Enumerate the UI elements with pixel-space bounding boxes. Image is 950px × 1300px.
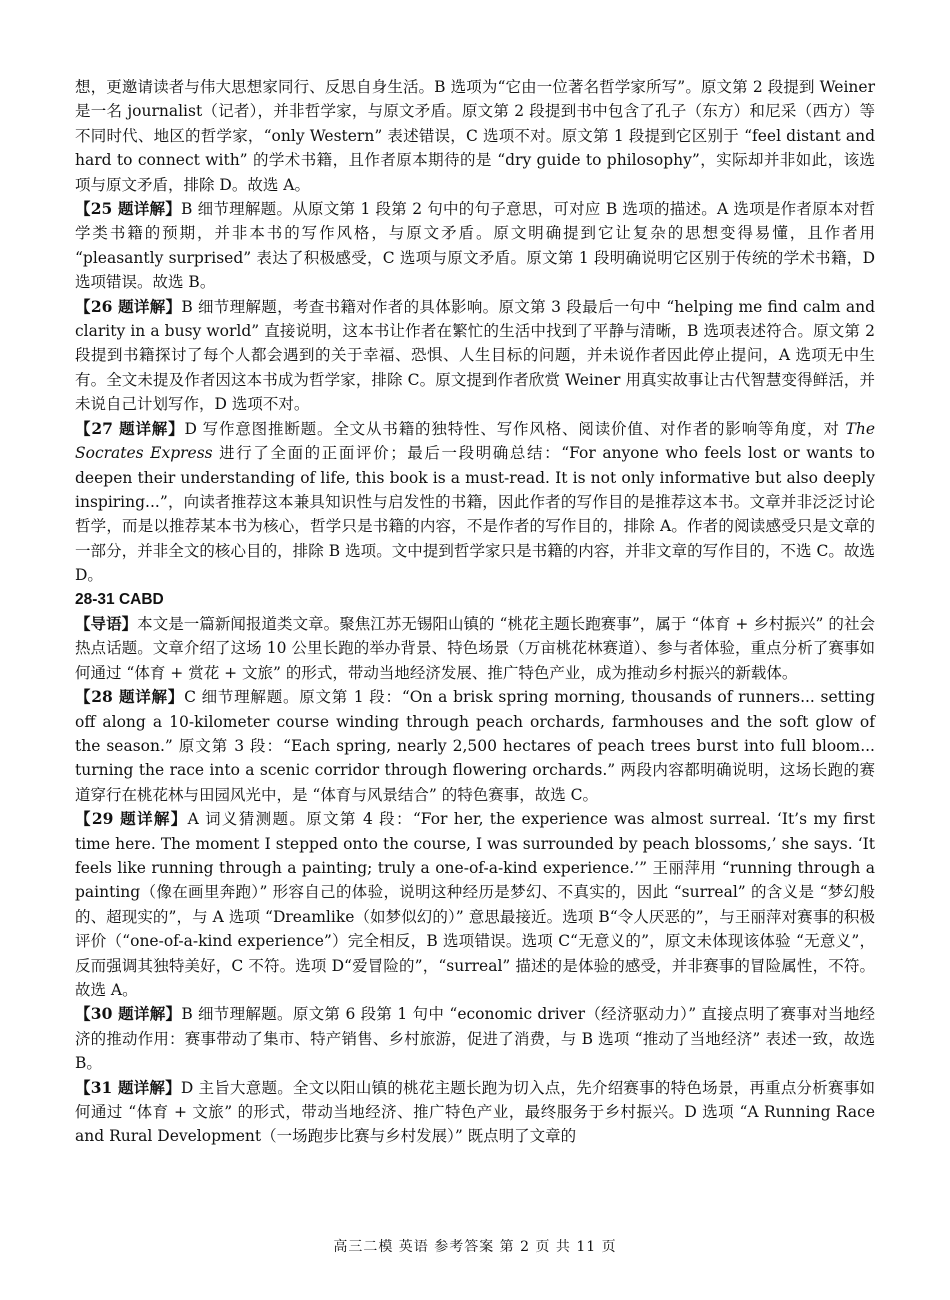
question-tag: 【27 题详解】: [75, 418, 185, 438]
paragraph-24-continued: [75, 75, 875, 197]
paragraph-text: 想，更邀请读者与伟大思想家同行、反思自身生活。B 选项为“它由一位著名哲学家所写”。原文第 2 段提到 Weiner 是一名 journalist（记者），并非哲学家，与原文矛盾。原文第 2 段提到书中包含了孔子（东方）和尼采（西方）等不同时代、地区的哲学家，“only Western” 表述错误，C 选项不对。原文第 1 段提到它区别于 “feel distant and hard to connect with” 的学术书籍，且作者原本期待的是 “dry guide to philosophy”，实际却并非如此，该选项与原文矛盾，排除 D。故选 A。: [75, 78, 875, 194]
paragraph-text: A 词义猜测题。原文第 4 段：“For her, the experience was almost surreal. ‘It’s my first time here. The moment I stepped onto the course, I was surrounded by peach blossoms,’ she says. ‘It feels like running through a painting; truly a one-of-a-kind experience.’” 王丽萍用 “running through a painting（像在画里奔跑）” 形容自己的体验，说明这种经历是梦幻、不真实的，因此 “surreal” 的含义是 “梦幻般的、超现实的”，与 A 选项 “Dreamlike（如梦似幻的）” 意思最接近。选项 B“令人厌恶的”，与王丽萍对赛事的积极评价（“one-of-a-kind experience”）完全相反，B 选项错误。选项 C“无意义的”，原文未体现该体验 “无意义”，反而强调其独特美好，C 不符。选项 D“爱冒险的”，“surreal” 描述的是体验的感受，并非赛事的冒险属性，不符。故选 A。: [75, 810, 875, 1000]
paragraph-text: C 细节理解题。原文第 1 段：“On a brisk spring morning, thousands of runners... setting off along a 10-kilometer course winding through peach orchards, farmhouses and the soft glow of the season.” 原文第 3 段：“Each spring, nearly 2,500 hectares of peach trees burst into full bloom... turning the race into a scenic corridor through flowering orchards.” 两段内容都明确说明，这场长跑的赛道穿行在桃花林与田园风光中，是 “体育与风景结合” 的特色赛事，故选 C。: [75, 688, 875, 804]
paragraph-q29: [75, 807, 875, 1002]
paragraph-text: D 主旨大意题。全文以阳山镇的桃花主题长跑为切入点，先介绍赛事的特色场景，再重点分析赛事如何通过 “体育 + 文旅” 的形式，带动当地经济、推广特色产业，最终服务于乡村振兴。D 选项 “A Running Race and Rural Development（一场跑步比赛与乡村发展）” 既点明了文章的: [75, 1078, 876, 1146]
question-tag: 【29 题详解】: [75, 809, 188, 829]
question-tag: 【30 题详解】: [75, 1004, 182, 1024]
paragraph-text: B 细节理解题。从原文第 1 段第 2 句中的句子意思，可对应 B 选项的描述。A 选项是作者原本对哲学类书籍的预期，并非本书的写作风格，与原文矛盾。原文明确提到它让复杂的思想变得易懂，且作者用 “pleasantly surprised” 表达了积极感受，C 选项与原文矛盾。原文第 1 段明确说明它区别于传统的学术书籍，D 选项错误。故选 B。: [75, 200, 875, 292]
paragraph-q25: [75, 197, 875, 295]
question-tag: 【31 题详解】: [75, 1077, 181, 1097]
paragraph-text: 本文是一篇新闻报道类文章。聚焦江苏无锡阳山镇的 “桃花主题长跑赛事”，属于 “体育 + 乡村振兴” 的社会热点话题。文章介绍了这场 10 公里长跑的举办背景、特色场景（万亩桃花林赛道）、参与者体验，重点分析了赛事如何通过 “体育 + 赏花 + 文旅” 的形式，带动当地经济发展、推广特色产业，成为推动乡村振兴的新载体。: [75, 614, 875, 682]
question-tag: 【25 题详解】: [75, 199, 182, 219]
question-tag: 【26 题详解】: [75, 296, 182, 316]
paragraph-intro: [75, 612, 875, 685]
book-title: The Socrates Express: [75, 419, 875, 463]
paragraph-text: D 写作意图推断题。全文从书籍的独特性、写作风格、阅读价值、对作者的影响等角度，对: [184, 419, 846, 438]
paragraph-text: B 细节理解题，考查书籍对作者的具体影响。原文第 3 段最后一句中 “helping me find calm and clarity in a busy world” 直接说明，这本书让作者在繁忙的生活中找到了平静与清晰，B 选项表述符合。原文第 2 段提到书籍探讨了每个人都会遇到的关于幸福、恐惧、人生目标的问题，并未说作者因此停止提问，A 选项无中生有。全文未提及作者因这本书成为哲学家，排除 C。原文提到作者欣赏 Weiner 用真实故事让古代智慧变得鲜活，并未说自己计划写作，D 选项不对。: [75, 297, 876, 414]
paragraph-q27: [75, 417, 875, 588]
paragraph-q26: [75, 295, 875, 417]
question-tag: 【28 题详解】: [75, 687, 185, 707]
page-footer: 高三二模 英语 参考答案 第 2 页 共 11 页: [333, 1239, 617, 1255]
paragraph-text: B 细节理解题。原文第 6 段第 1 句中 “economic driver（经济驱动力）” 直接点明了赛事对当地经济的推动作用：赛事带动了集市、特产销售、乡村旅游，促进了消费，与 B 选项 “推动了当地经济” 表述一致，故选 B。: [75, 1005, 876, 1073]
paragraph-q31: [75, 1076, 875, 1149]
question-tag: 【导语】: [75, 613, 138, 633]
answer-sheet-page: [75, 75, 875, 1149]
paragraph-q28: [75, 685, 875, 807]
paragraph-q30: [75, 1002, 875, 1075]
paragraph-text: 进行了全面的正面评价；最后一段明确总结：“For anyone who feels lost or wants to deepen their understanding of life, this book is a must-read. It is not only informative but also deeply inspiring...”，向读者推荐这本兼具知识性与启发性的书籍，因此作者的写作目的是推荐这本书。文章并非泛泛讨论哲学，而是以推荐某本书为核心，哲学只是书籍的内容，不是作者的写作目的，排除 A。作者的阅读感受只是文章的一部分，并非全文的核心目的，排除 B 选项。文中提到哲学家只是书籍的内容，并非文章的写作目的，不选 C。故选 D。: [75, 444, 875, 585]
section-heading: 28-31 CABD: [75, 590, 164, 608]
